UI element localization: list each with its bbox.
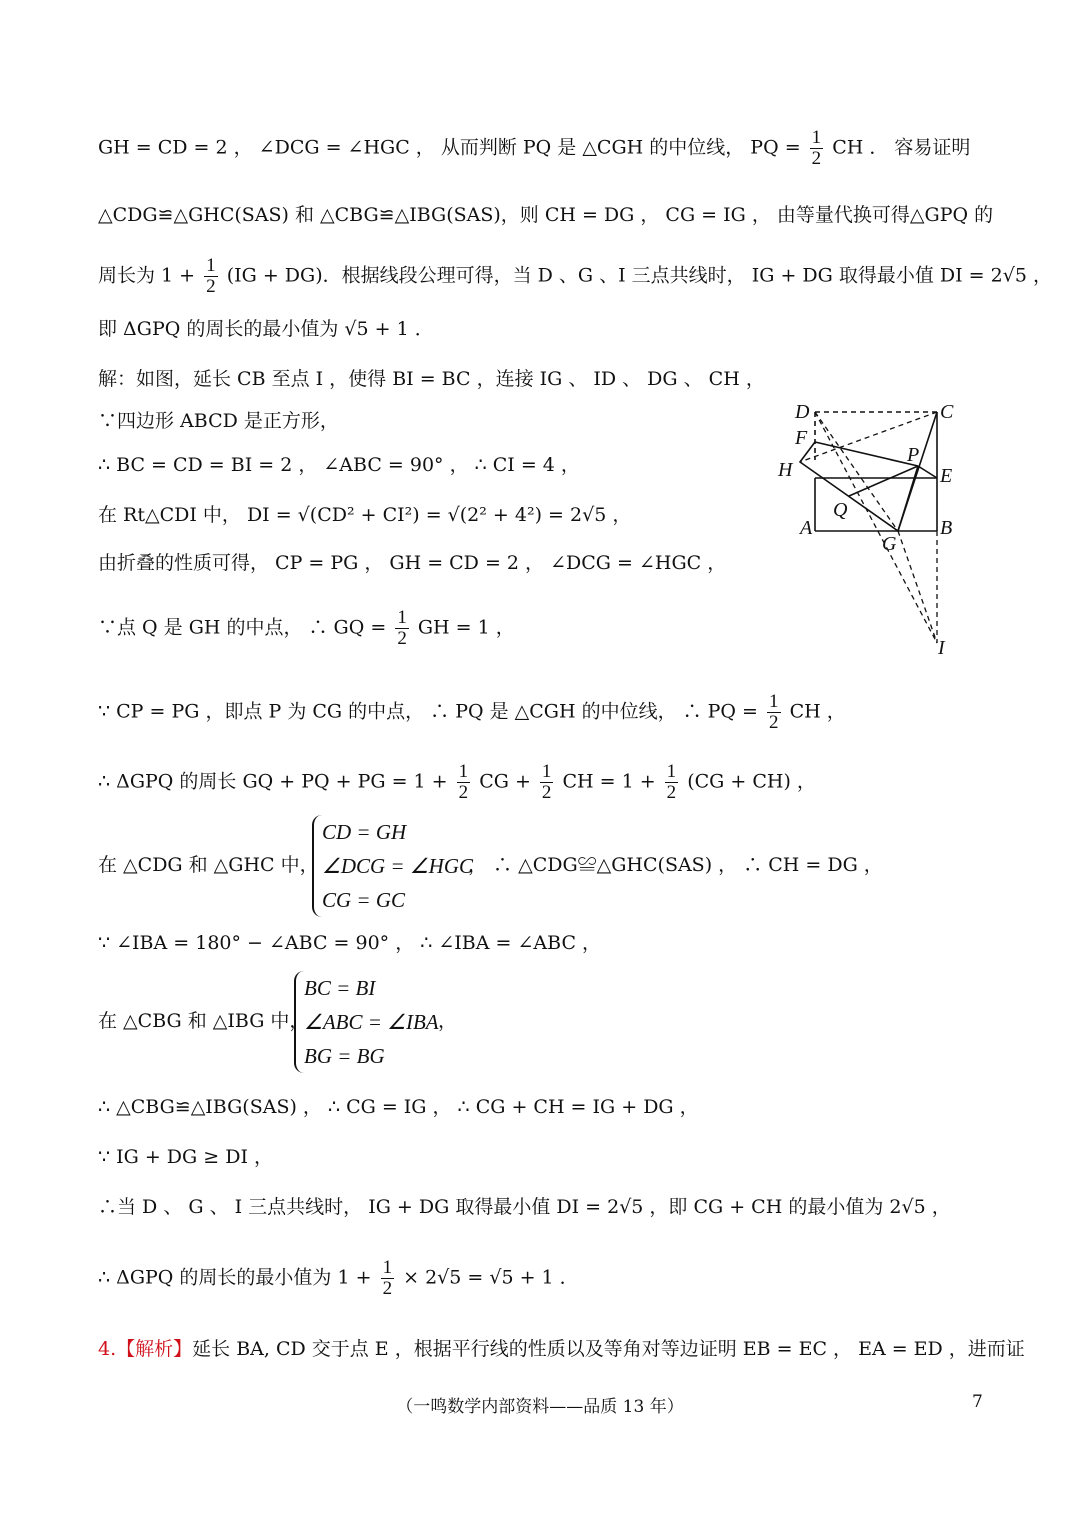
segment-pg bbox=[898, 466, 918, 531]
label-a: A bbox=[800, 517, 813, 539]
next-problem-text: 延长 BA, CD 交于点 E ，根据平行线的性质以及等角对等边证明 EB = EC ， EA = ED ，进而证 bbox=[192, 1338, 1025, 1360]
fraction-half: $\frac{1}{2}$ bbox=[541, 761, 552, 803]
fraction-half: $\frac{1}{2}$ bbox=[769, 691, 779, 733]
system-1-eq-1: CD = GH bbox=[322, 820, 407, 844]
segment-fe bbox=[815, 442, 918, 466]
text-line-18: ∴当 D 、 G 、 I 三点共线时， IG + DG 取得最小值 DI = 2√5 ，即 CG + CH 的最小值为 2√5 ， bbox=[98, 1196, 951, 1218]
label-f: F bbox=[795, 427, 808, 449]
text-line-17: ∵ IG + DG ≥ DI ， bbox=[98, 1146, 273, 1168]
fraction-half: $\frac{1}{2}$ bbox=[397, 607, 407, 649]
segment-gi bbox=[898, 531, 937, 643]
segment-dg bbox=[815, 412, 898, 531]
line-10-head: ∵点 Q 是 GH 的中点， ∴ GQ = bbox=[98, 616, 387, 639]
page-footer: （一鸣数学内部资料——品质 13 年） bbox=[396, 1397, 684, 1417]
segment-qp bbox=[849, 466, 918, 496]
text-line-7: ∴ BC = CD = BI = 2 ， ∠ABC = 90° ， ∴ CI = 4 ， bbox=[98, 454, 580, 476]
line-12-part-d: (CG + CH) ， bbox=[687, 770, 816, 793]
line-11-head: ∵ CP = PG ，即点 P 为 CG 的中点， ∴ PQ 是 △CGH 的中位线， ∴ PQ = bbox=[98, 700, 758, 723]
text-line-6: ∵四边形 ABCD 是正方形， bbox=[98, 410, 339, 432]
system-2-eq-2: ∠ABC = ∠IBA bbox=[304, 1010, 439, 1034]
problem-number: 4. bbox=[98, 1338, 117, 1360]
label-d: D bbox=[795, 401, 810, 423]
line-3-head: 周长为 1 + bbox=[98, 264, 196, 287]
text-line-13-head: 在 △CDG 和 △GHC 中， bbox=[98, 854, 319, 876]
label-c: C bbox=[940, 401, 954, 423]
label-p: P bbox=[907, 444, 920, 466]
line-19-tail: × 2√5 = √5 + 1 ． bbox=[403, 1266, 579, 1289]
line-12-part-c: CH = 1 + bbox=[562, 770, 656, 793]
text-line-14: ∵ ∠IBA = 180° − ∠ABC = 90° ， ∴ ∠IBA = ∠ABC ， bbox=[98, 932, 602, 954]
text-line-9: 由折叠的性质可得， CP = PG ， GH = CD = 2 ， ∠DCG = ∠HGC ， bbox=[98, 552, 727, 574]
system-1-eq-2: ∠DCG = ∠HGC bbox=[322, 854, 473, 878]
line-1-text: GH = CD = 2 ， ∠DCG = ∠HGC ， 从而判断 PQ 是 △CGH 的中位线， PQ = bbox=[98, 136, 801, 159]
geometry-figure bbox=[770, 398, 970, 660]
system-2-eq-3: BG = BG bbox=[304, 1044, 385, 1068]
fraction-half: $\frac{1}{2}$ bbox=[382, 1257, 393, 1299]
text-line-2: △CDG≌△GHC(SAS) 和 △CBG≌△IBG(SAS)，则 CH = DG ， CG = IG ， 由等量代换可得△GPQ 的 bbox=[98, 204, 994, 226]
solution-intro: 解：如图，延长 CB 至点 I ，使得 BI = BC ，连接 IG 、 ID 、 DG 、 CH ， bbox=[98, 368, 765, 390]
next-problem-line bbox=[98, 1334, 1025, 1364]
text-line-15-head: 在 △CBG 和 △IBG 中， bbox=[98, 1010, 309, 1032]
text-line-16: ∴ △CBG≌△IBG(SAS) ， ∴ CG = IG ， ∴ CG + CH = IG + DG ， bbox=[98, 1096, 699, 1118]
segment-pe bbox=[918, 466, 937, 478]
label-i: I bbox=[938, 637, 945, 659]
fraction-half: $\frac{1}{2}$ bbox=[666, 761, 677, 803]
fraction-half: $\frac{1}{2}$ bbox=[206, 255, 216, 297]
line-3-tail: (IG + DG)．根据线段公理可得，当 D 、G 、I 三点共线时， IG + DG 取得最小值 DI = 2√5 ， bbox=[226, 264, 1052, 287]
line-19-head: ∴ ΔGPQ 的周长的最小值为 1 + bbox=[98, 1266, 372, 1289]
label-b: B bbox=[940, 517, 953, 539]
text-line-12 bbox=[98, 762, 816, 803]
system-2-eq-1: BC = BI bbox=[304, 976, 376, 1000]
label-q: Q bbox=[833, 499, 848, 521]
label-g: G bbox=[882, 533, 897, 555]
text-line-13-tail: ， ∴ △CDG≌△GHC(SAS) ， ∴ CH = DG ， bbox=[468, 854, 883, 876]
line-1-tail: CH ． 容易证明 bbox=[832, 136, 971, 159]
fraction-half: $\frac{1}{2}$ bbox=[458, 761, 469, 803]
line-11-tail: CH ， bbox=[789, 700, 846, 723]
equation-system-1 bbox=[312, 815, 473, 917]
text-line-8: 在 Rt△CDI 中， DI = √(CD² + CI²) = √(2² + 4²) = 2√5 ， bbox=[98, 504, 632, 526]
line-12-part-b: CG + bbox=[479, 770, 531, 793]
label-e: E bbox=[940, 465, 953, 487]
text-line-11 bbox=[98, 692, 846, 733]
line-12-part-a: ∴ ΔGPQ 的周长 GQ + PQ + PG = 1 + bbox=[98, 770, 448, 793]
text-line-4: 即 ΔGPQ 的周长的最小值为 √5 + 1 ． bbox=[98, 318, 434, 340]
page-number: 7 bbox=[972, 1392, 983, 1412]
folded-shape bbox=[800, 412, 937, 531]
text-line-15-tail: ， bbox=[438, 1010, 458, 1032]
fraction-half: $\frac{1}{2}$ bbox=[811, 127, 822, 169]
text-line-3 bbox=[98, 256, 1052, 297]
text-line-10 bbox=[98, 608, 515, 649]
system-1-eq-3: CG = GC bbox=[322, 888, 406, 912]
text-line-1 bbox=[98, 128, 970, 169]
analysis-tag: 【解析】 bbox=[116, 1338, 193, 1360]
text-line-19 bbox=[98, 1258, 579, 1299]
line-10-tail: GH = 1 ， bbox=[417, 616, 515, 639]
equation-system-2 bbox=[294, 971, 439, 1073]
label-h: H bbox=[778, 459, 793, 481]
